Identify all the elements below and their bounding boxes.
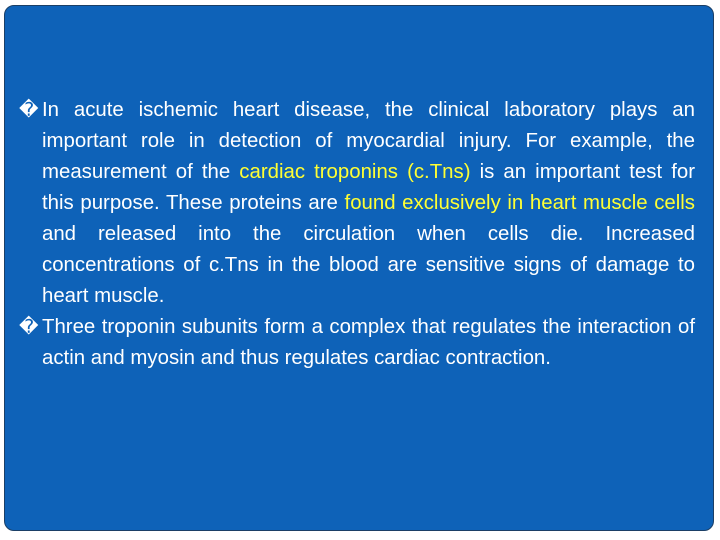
highlight-heart-muscle-cells: found exclusively in heart muscle cells [344, 192, 695, 214]
paragraph-2 [19, 312, 695, 374]
bullet-icon: � [19, 316, 39, 338]
paragraph-1 [19, 95, 695, 312]
paragraph-1-text-b: is an important test for this purpose. These proteins are [42, 161, 695, 214]
bullet-icon: � [19, 99, 39, 121]
content-panel [4, 5, 714, 531]
slide-body [19, 95, 695, 374]
paragraph-1-text-c: and released into the circulation when cells die. Increased concentrations of c.Tns in the blood are sensitive signs of damage to heart muscle. [42, 223, 695, 307]
paragraph-2-text: Three troponin subunits form a complex that regulates the interaction of actin and myosin and thus regulates cardiac contraction. [42, 316, 695, 369]
paragraph-1-text-a: In acute ischemic heart disease, the clinical laboratory plays an important role in detection of myocardial injury. For example, the measurement of the [42, 99, 695, 183]
highlight-cardiac-troponins: cardiac troponins (c.Tns) [239, 161, 471, 183]
